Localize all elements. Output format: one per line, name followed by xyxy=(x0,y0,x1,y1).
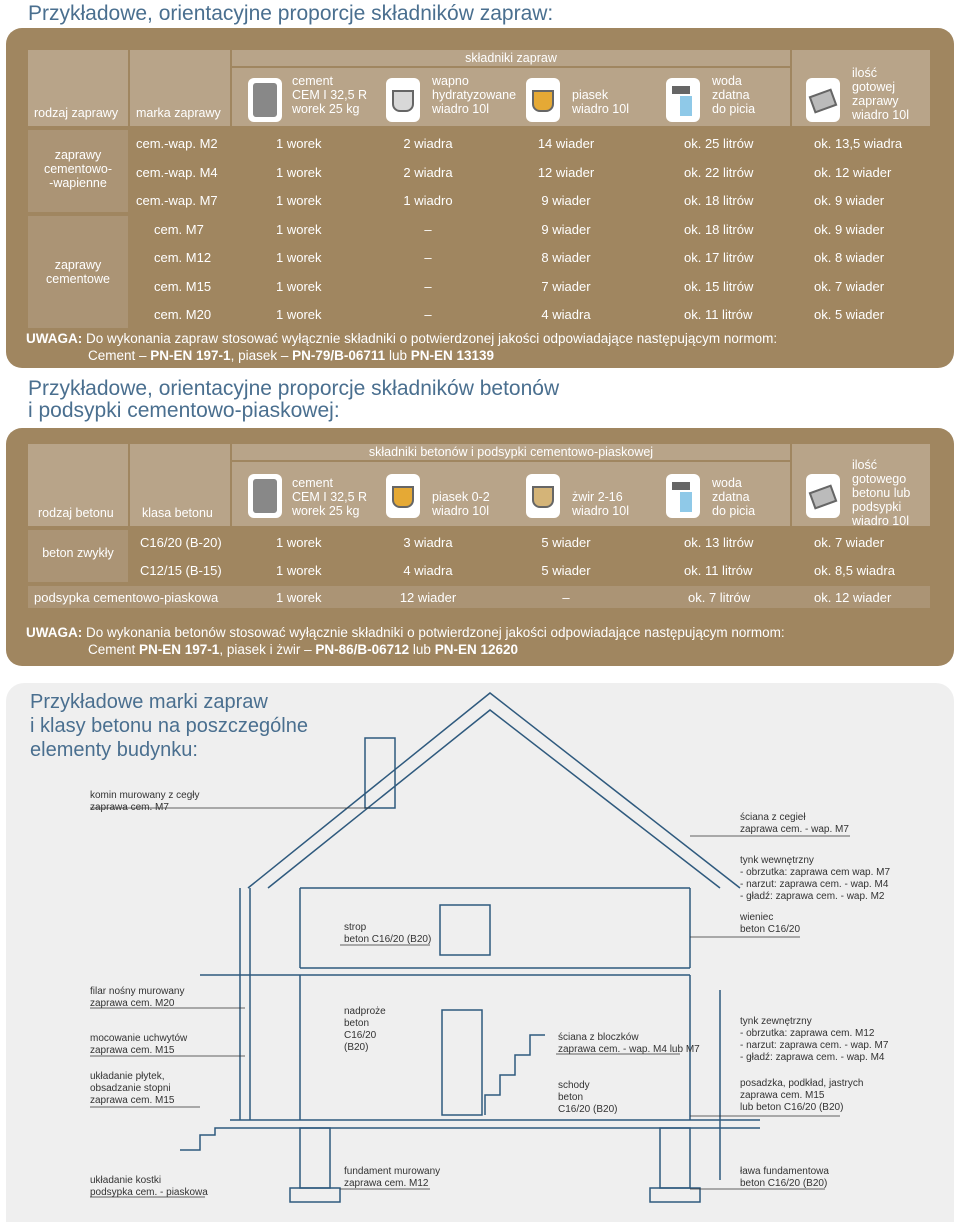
cell-marka: cem. M20 xyxy=(154,307,212,322)
table-cell: 2 wiadra xyxy=(403,164,453,180)
cement-bag-icon xyxy=(248,474,282,518)
label-schody: schody beton C16/20 (B20) xyxy=(558,1080,618,1115)
house-title: Przykładowe marki zapraw i klasy betonu na poszczególne elementy budynku: xyxy=(30,691,308,761)
table-cell: ok. 7 wiader xyxy=(814,278,885,294)
table-cell: ok. 18 litrów xyxy=(684,193,754,208)
mortar-table-panel xyxy=(6,28,954,368)
label-sciana-bloczkow: ściana z bloczków zaprawa cem. - wap. M4 lub M7 xyxy=(558,1032,700,1055)
table-cell: 2 wiadra xyxy=(403,136,453,151)
ing2-ilosc: ilość gotowego betonu lub podsypki wiadro 10l xyxy=(852,458,911,528)
ing2-cement: cement CEM I 32,5 R worek 25 kg xyxy=(292,476,368,518)
group-header-2: składniki betonów i podsypki cementowo-piaskowej xyxy=(232,444,790,460)
section-title-2: Przykładowe, orientacyjne proporcje składników betonów i podsypki cementowo-piaskowej: xyxy=(28,377,560,422)
label-strop: strop beton C16/20 (B20) xyxy=(344,922,432,945)
cell-marka: cem.-wap. M2 xyxy=(136,136,218,151)
col-rodzaj-zaprawy: rodzaj zaprawy xyxy=(28,50,128,126)
table-cell: 5 wiader xyxy=(541,535,591,550)
ing-ilosc: ilość gotowej zaprawy wiadro 10l xyxy=(852,66,909,122)
cell-marka: cem. M7 xyxy=(154,221,204,237)
table-cell: 1 worek xyxy=(276,278,322,294)
house-diagram-panel xyxy=(6,683,954,1222)
table-cell: ok. 22 litrów xyxy=(684,164,754,180)
label-tynk-wewnetrzny: tynk wewnętrzny - obrzutka: zaprawa cem wap. M7 - narzut: zaprawa cem. - wap. M4 - gładź: zaprawa cem. - wap. M2 xyxy=(740,855,891,902)
table-cell: 1 worek xyxy=(276,136,322,151)
table-cell: – xyxy=(424,250,432,265)
bucket-icon xyxy=(386,78,420,122)
table-cell: ok. 18 litrów xyxy=(684,221,754,237)
ing2-zwir: żwir 2-16 wiadro 10l xyxy=(572,490,629,518)
ing-woda: woda zdatna do picia xyxy=(712,74,756,116)
label-sciana-cegiel: ściana z cegieł zaprawa cem. - wap. M7 xyxy=(740,812,849,835)
group-beton-label: beton zwykły xyxy=(42,546,114,560)
cell-marka: cem. M15 xyxy=(154,278,212,294)
table-cell: ok. 13,5 wiadra xyxy=(814,136,903,151)
label-posadzka: posadzka, podkład, jastrych zaprawa cem. M15 lub beton C16/20 (B20) xyxy=(740,1078,864,1113)
cell-marka: cem. M12 xyxy=(154,250,212,265)
mortar-bucket-icon xyxy=(806,78,840,122)
col-rodzaj-betonu: rodzaj betonu xyxy=(28,444,128,526)
label-kostka: układanie kostki podsypka cem. - piaskowa xyxy=(90,1175,208,1198)
table-cell: – xyxy=(424,221,432,237)
label-filar: filar nośny murowany zaprawa cem. M20 xyxy=(90,986,185,1009)
table-cell: ok. 7 wiader xyxy=(814,535,885,550)
table-cell: ok. 17 litrów xyxy=(684,250,754,265)
group1-label: zaprawy cementowo- -wapienne xyxy=(43,148,113,190)
table-cell: 1 worek xyxy=(276,164,322,180)
table-cell: ok. 9 wiader xyxy=(814,193,885,208)
label-fundament: fundament murowany zaprawa cem. M12 xyxy=(344,1166,441,1189)
table-cell: 14 wiader xyxy=(537,136,595,151)
cement-bag-icon xyxy=(248,78,282,122)
table-cell: ok. 12 wiader xyxy=(814,164,892,180)
cell-marka: cem.-wap. M4 xyxy=(136,164,218,180)
table-cell: 9 wiader xyxy=(541,193,591,208)
label-tynk-zewnetrzny: tynk zewnętrzny - obrzutka: zaprawa cem. M12 - narzut: zaprawa cem. - wap. M7 - gładź: zaprawa cem. - wap. M4 xyxy=(740,1016,889,1063)
water-tap-icon xyxy=(666,78,700,122)
ing-wapno: wapno hydratyzowane wiadro 10l xyxy=(432,74,517,116)
table-cell: – xyxy=(424,278,432,294)
label-wieniec: wieniec beton C16/20 xyxy=(740,912,801,935)
table-cell: 12 wiader xyxy=(537,164,595,180)
concrete-bucket-icon xyxy=(806,474,840,518)
table-cell: 8 wiader xyxy=(541,250,591,265)
table-cell: ok. 8,5 wiadra xyxy=(814,563,895,578)
concrete-table-panel xyxy=(6,428,954,666)
table-cell: 4 wiadra xyxy=(403,563,453,578)
ing2-piasek: piasek 0-2 wiadro 10l xyxy=(432,490,490,518)
table-cell: 1 worek xyxy=(276,563,322,578)
table-cell: – xyxy=(424,307,432,322)
table-cell: 7 wiader xyxy=(541,278,591,294)
label-komin: komin murowany z cegły zaprawa cem. M7 xyxy=(90,790,200,813)
col-marka-zaprawy: marka zaprawy xyxy=(130,50,230,126)
col-klasa-betonu: klasa betonu xyxy=(130,444,230,526)
bucket-sand-icon xyxy=(526,78,560,122)
label-plytki: układanie płytek, obsadzanie stopni zaprawa cem. M15 xyxy=(90,1071,175,1106)
table-cell: ok. 11 litrów xyxy=(684,307,753,322)
ing-cement: cement CEM I 32,5 R worek 25 kg xyxy=(292,74,368,116)
cell-marka: cem.-wap. M7 xyxy=(136,193,218,208)
table-cell: 1 worek xyxy=(276,221,322,237)
label-lawa: ława fundamentowa beton C16/20 (B20) xyxy=(740,1166,829,1189)
table-cell: 3 wiadra xyxy=(403,535,453,550)
water-tap-icon xyxy=(666,474,700,518)
table-cell: 5 wiader xyxy=(541,563,591,578)
bucket-gravel-icon xyxy=(526,474,560,518)
table-cell: ok. 13 litrów xyxy=(684,535,754,550)
table-cell: 1 worek xyxy=(276,307,322,322)
label-nadproze: nadproże beton C16/20 (B20) xyxy=(344,1006,386,1053)
table-cell: ok. 25 litrów xyxy=(684,136,754,151)
uwaga-note-1: UWAGA: Do wykonania zapraw stosować wyłącznie składniki o potwierdzonej jakości odpowiadające następującym normom: Cement – PN-EN 197-1, piasek – PN-79/B-06711 lub PN-EN 13139 xyxy=(26,331,778,363)
ing2-woda: woda zdatna do picia xyxy=(712,476,756,518)
table-cell: 4 wiadra xyxy=(541,307,591,322)
table-cell: ok. 15 litrów xyxy=(684,278,754,294)
table-cell: 1 wiadro xyxy=(403,193,453,208)
table-cell: ok. 5 wiader xyxy=(814,307,885,322)
cell-klasa: C12/15 (B-15) xyxy=(140,563,222,578)
table-cell: ok. 9 wiader xyxy=(814,221,885,237)
cell-klasa: C16/20 (B-20) xyxy=(140,535,222,550)
table-cell: 1 worek xyxy=(276,535,322,550)
uwaga-note-2: UWAGA: Do wykonania betonów stosować wyłącznie składniki o potwierdzonej jakości odpowiadające następującym normom: Cement PN-EN 197-1, piasek i żwir – PN-86/B-06712 lub PN-EN 12620 xyxy=(26,625,785,657)
group-header: składniki zapraw xyxy=(232,50,790,66)
table-cell: 12 wiader xyxy=(399,590,457,605)
table-cell: 1 worek xyxy=(276,193,322,208)
table-cell: ok. 8 wiader xyxy=(814,250,885,265)
group2-label: zaprawy cementowe xyxy=(46,258,110,286)
table-cell: ok. 12 wiader xyxy=(814,590,892,605)
table-cell: 1 worek xyxy=(276,250,322,265)
page-title: Przykładowe, orientacyjne proporcje składników zapraw: xyxy=(28,2,554,25)
label-mocowanie: mocowanie uchwytów zaprawa cem. M15 xyxy=(90,1033,188,1056)
table-cell: 9 wiader xyxy=(541,221,591,237)
ing-piasek: piasek wiadro 10l xyxy=(572,88,629,116)
table-cell: – xyxy=(562,590,570,605)
table-cell: ok. 7 litrów xyxy=(688,590,751,605)
table-cell: 1 worek xyxy=(276,590,322,605)
table-cell: ok. 11 litrów xyxy=(684,563,753,578)
bucket-sand-icon xyxy=(386,474,420,518)
cell-podsypka-label: podsypka cementowo-piaskowa xyxy=(34,590,219,605)
